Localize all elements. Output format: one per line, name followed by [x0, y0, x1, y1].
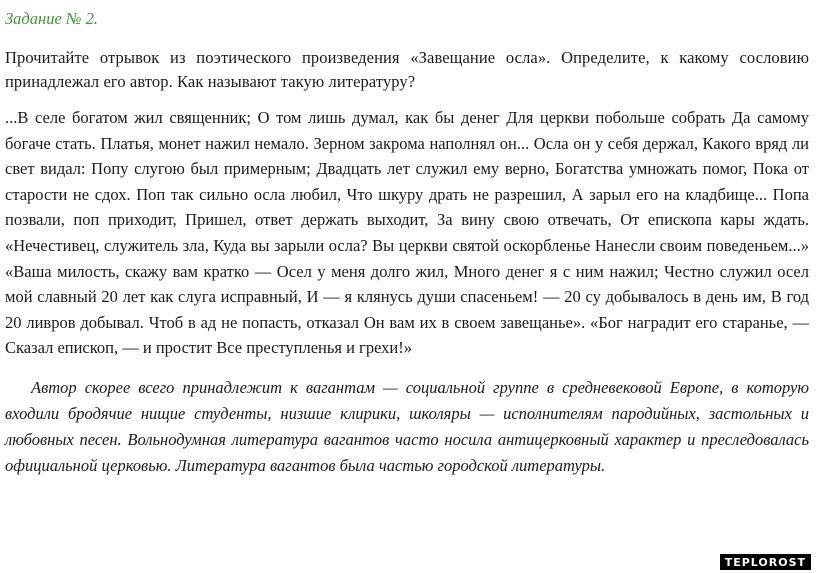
task-question: Прочитайте отрывок из поэтического произведения «Завещание осла». Определите, к какому сословию принадлежал его автор. Как называют такую литературу? — [5, 48, 809, 91]
task-heading: Задание № 2. — [5, 9, 98, 28]
answer-text: Автор скорее всего принадлежит к вагантам — социальной группе в средневековой Европе, в которую входили бродячие нищие студенты, низшие клирики, школяры — исполнителям пародийных, застольных и любовных песен. Вольнодумная литература вагантов часто носила антицерковный характер и преследовалась официальной церковью. Литература вагантов была частью городской литературы. — [5, 377, 809, 475]
poem-excerpt: ...В селе богатом жил священник; О том лишь думал, как бы денег Для церкви побольше собрать Да самому богаче стать. Платья, монет нажил немало. Зерном закрома наполнял он... Осла он у себя держал, Какого вряд ли свет видал: Попу слугою был примерным; Двадцать лет служил ему верно, Богатства умножать помог, Пока от старости не сдох. Поп так сильно осла любил, Что шкуру драть не разрешил, А зарыл его на кладбище... Попа позвали, поп приходит, Пришел, ответ держать выходит, За вину свою отвечать, От епископа кары ждать. «Нечестивец, служитель зла, Куда вы зарыли осла? Вы церкви святой оскорбленье Нанесли своим поведеньем...» «Ваша милость, скажу вам кратко — Осел у меня долго жил, Много денег я с ним нажил; Честно служил осел мой славный 20 лет как слуга исправный, И — я клянусь души спасеньем! — 20 су добывалось в день им, В год 20 ливров добывал. Чтоб в ад не попасть, отказал Он вам их в своем завещанье». «Бог наградит его старанье, — Сказал епископ, — и простит Все преступленья и грехи!» — [5, 108, 809, 358]
watermark-badge: TEPLOROST — [720, 554, 811, 570]
document-page — [5, 8, 809, 479]
